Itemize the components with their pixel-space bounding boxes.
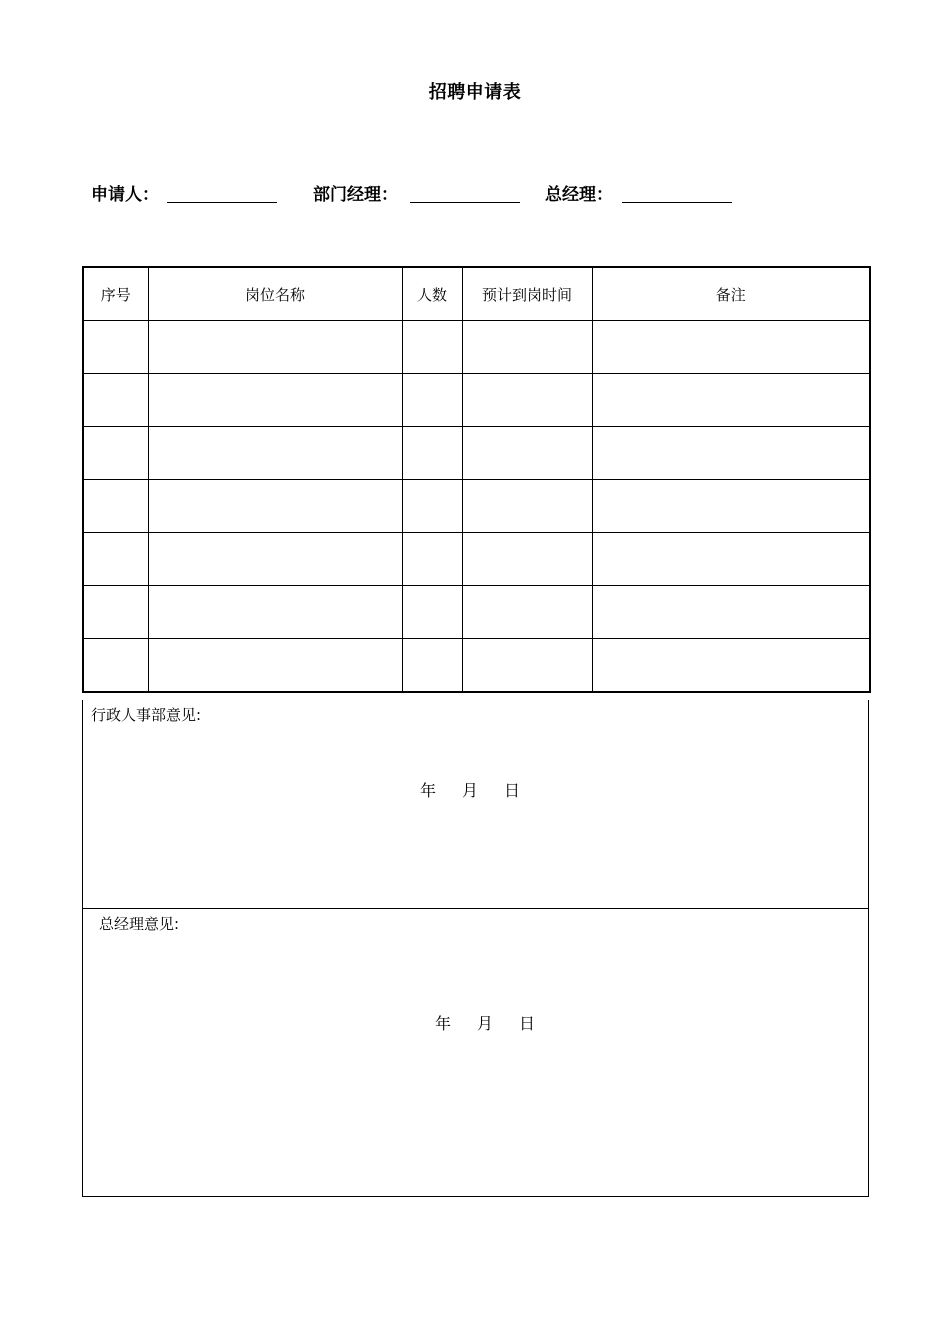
hr-date-day: 日 bbox=[504, 781, 521, 800]
cell-headcount[interactable] bbox=[402, 374, 462, 427]
cell-remarks[interactable] bbox=[592, 427, 870, 480]
cell-headcount[interactable] bbox=[402, 480, 462, 533]
table-row bbox=[83, 533, 870, 586]
dept-manager-field bbox=[313, 180, 398, 205]
cell-position-name[interactable] bbox=[148, 321, 402, 374]
general-manager-signature-line[interactable] bbox=[622, 202, 732, 203]
dept-manager-signature-line[interactable] bbox=[410, 202, 520, 203]
cell-position-name[interactable] bbox=[148, 427, 402, 480]
cell-remarks[interactable] bbox=[592, 374, 870, 427]
table-header-row bbox=[83, 267, 870, 321]
cell-position-name[interactable] bbox=[148, 374, 402, 427]
cell-position-name[interactable] bbox=[148, 480, 402, 533]
cell-position-name[interactable] bbox=[148, 639, 402, 693]
cell-headcount[interactable] bbox=[402, 586, 462, 639]
gm-opinion-date bbox=[435, 1011, 535, 1034]
cell-headcount[interactable] bbox=[402, 533, 462, 586]
gm-date-day: 日 bbox=[519, 1014, 536, 1033]
cell-position-name[interactable] bbox=[148, 586, 402, 639]
cell-expected-arrival[interactable] bbox=[462, 427, 592, 480]
general-manager-field bbox=[545, 180, 613, 205]
cell-expected-arrival[interactable] bbox=[462, 480, 592, 533]
cell-expected-arrival[interactable] bbox=[462, 533, 592, 586]
cell-remarks[interactable] bbox=[592, 586, 870, 639]
table-row bbox=[83, 480, 870, 533]
cell-index[interactable] bbox=[83, 427, 148, 480]
applicant-signature-line[interactable] bbox=[167, 202, 277, 203]
hr-date-year: 年 bbox=[420, 781, 437, 800]
form-title: 招聘申请表 bbox=[428, 82, 522, 103]
cell-index[interactable] bbox=[83, 321, 148, 374]
cell-index[interactable] bbox=[83, 586, 148, 639]
general-manager-label: 总经理： bbox=[545, 185, 613, 205]
hr-opinion-label: 行政人事部意见: bbox=[91, 706, 202, 724]
cell-expected-arrival[interactable] bbox=[462, 321, 592, 374]
cell-index[interactable] bbox=[83, 374, 148, 427]
cell-position-name[interactable] bbox=[148, 533, 402, 586]
cell-expected-arrival[interactable] bbox=[462, 374, 592, 427]
applicant-label: 申请人： bbox=[91, 185, 159, 205]
cell-remarks[interactable] bbox=[592, 480, 870, 533]
header-expected-arrival: 预计到岗时间 bbox=[462, 267, 592, 321]
header-index: 序号 bbox=[83, 267, 148, 321]
cell-remarks[interactable] bbox=[592, 639, 870, 693]
gm-date-year: 年 bbox=[435, 1014, 452, 1033]
header-remarks: 备注 bbox=[592, 267, 870, 321]
cell-index[interactable] bbox=[83, 639, 148, 693]
header-position-name: 岗位名称 bbox=[148, 267, 402, 321]
table-row bbox=[83, 639, 870, 693]
cell-expected-arrival[interactable] bbox=[462, 586, 592, 639]
cell-remarks[interactable] bbox=[592, 533, 870, 586]
header-headcount: 人数 bbox=[402, 267, 462, 321]
hr-opinion-date bbox=[420, 778, 520, 801]
dept-manager-label: 部门经理： bbox=[313, 185, 398, 205]
cell-headcount[interactable] bbox=[402, 321, 462, 374]
recruitment-table bbox=[82, 266, 871, 693]
table-row bbox=[83, 586, 870, 639]
cell-headcount[interactable] bbox=[402, 427, 462, 480]
hr-date-month: 月 bbox=[462, 781, 479, 800]
table-row bbox=[83, 374, 870, 427]
cell-headcount[interactable] bbox=[402, 639, 462, 693]
table-row bbox=[83, 321, 870, 374]
gm-opinion-label: 总经理意见: bbox=[99, 915, 180, 933]
cell-index[interactable] bbox=[83, 533, 148, 586]
cell-expected-arrival[interactable] bbox=[462, 639, 592, 693]
hr-opinion-box[interactable] bbox=[82, 700, 869, 909]
cell-index[interactable] bbox=[83, 480, 148, 533]
table-row bbox=[83, 427, 870, 480]
cell-remarks[interactable] bbox=[592, 321, 870, 374]
applicant-field bbox=[91, 180, 159, 205]
gm-opinion-box[interactable] bbox=[82, 909, 869, 1197]
gm-date-month: 月 bbox=[477, 1014, 494, 1033]
